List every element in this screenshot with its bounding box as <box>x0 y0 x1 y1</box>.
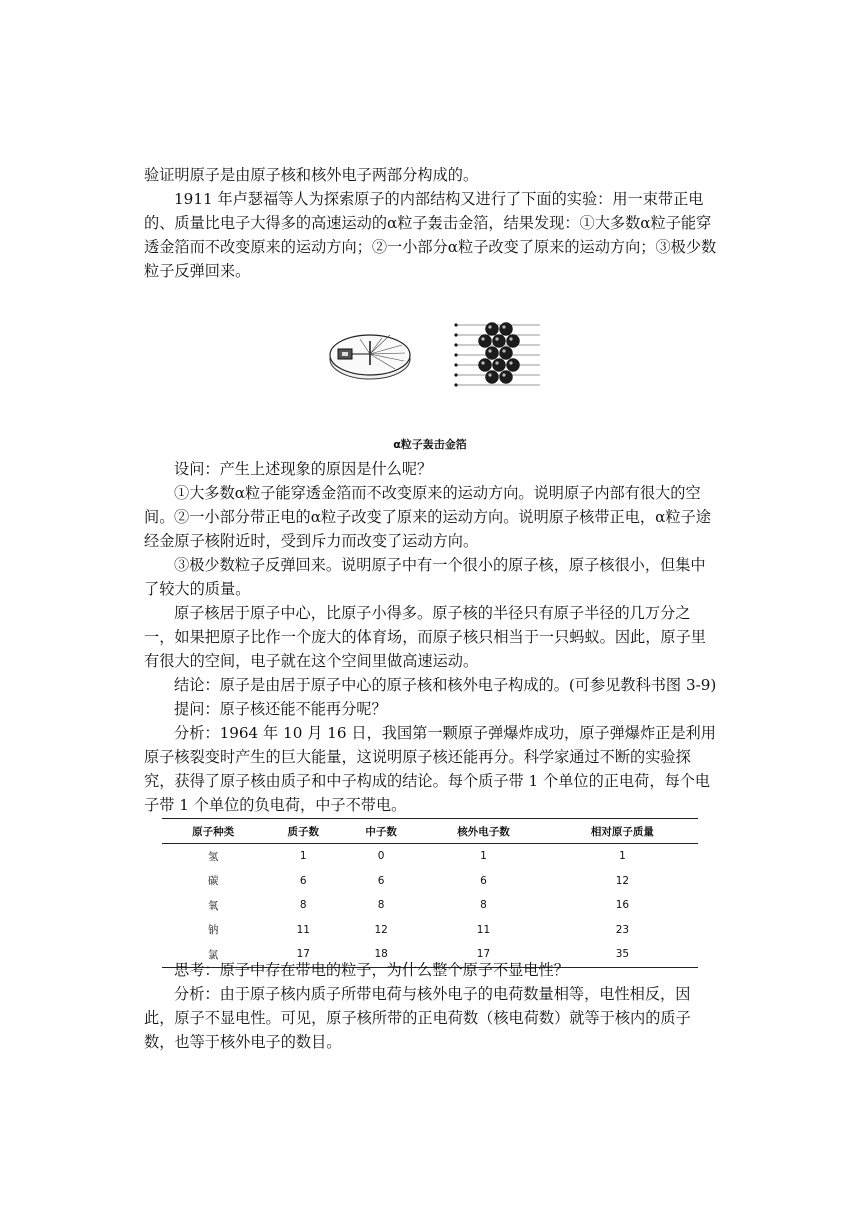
column-header: 原子种类 <box>162 819 264 844</box>
reason-three: ③极少数粒子反弹回来。说明原子中有一个很小的原子核，原子核很小，但集中了较大的质量。 <box>144 556 706 598</box>
rutherford-paragraph: 1911 年卢瑟福等人为探索原子的内部结构又进行了下面的实验：用一束带正电的、质量比电子大得多的高速运动的α粒子轰击金箔，结果发现：①大多数α粒子能穿透金箔而不改变原来的运动方向；②一小部分α粒子改变了原来的运动方向；③极少数粒子反弹回来。 <box>144 190 717 280</box>
nucleus-description: 原子核居于原子中心，比原子小得多。原子核的半径只有原子半径的几万分之一，如果把原子比作一个庞大的体育场，而原子核只相当于一只蚂蚁。因此，原子里有很大的空间，电子就在这个空间里做高速运动。 <box>144 604 706 670</box>
table-row <box>162 918 698 943</box>
table-cell: 1 <box>480 850 487 863</box>
nucleus-question: 提问：原子核还能不能再分呢？ <box>174 700 387 718</box>
table-row <box>162 869 698 894</box>
table-cell: 23 <box>615 923 630 936</box>
column-header: 核外电子数 <box>420 819 547 844</box>
table-cell: 1 <box>299 850 307 863</box>
reason-two: ②一小部分带正电的α粒子改变了原来的运动方向。说明原子核带正电，α粒子途经金原子核附近时，受到斥力而改变了运动方向。 <box>144 508 711 550</box>
table-cell: 35 <box>547 942 698 967</box>
table-cell: 11 <box>296 923 310 936</box>
table-cell: 17 <box>420 942 547 967</box>
table-cell: 6 <box>299 874 307 887</box>
question-line: 设问：产生上述现象的原因是什么呢？ <box>174 460 433 478</box>
table-cell: 氢 <box>207 850 219 863</box>
table-cell: 11 <box>476 923 491 936</box>
table-cell: 17 <box>264 942 342 967</box>
figure-caption: α粒子轰击金箔 <box>393 438 467 451</box>
table-cell: 8 <box>299 899 307 912</box>
atom-composition-table <box>162 818 698 968</box>
table-cell: 12 <box>615 874 630 887</box>
table-cell: 16 <box>615 899 630 912</box>
reason-one: ①大多数α粒子能穿透金箔而不改变原来的运动方向。说明原子内部有很大的空间。 <box>144 484 701 526</box>
alpha-scattering-illustration <box>320 305 550 405</box>
table-cell: 8 <box>377 899 385 912</box>
column-header: 相对原子质量 <box>547 819 698 844</box>
column-header: 中子数 <box>342 819 420 844</box>
analysis-paragraph: 分析：1964 年 10 月 16 日，我国第一颗原子弹爆炸成功，原子弹爆炸正是利用原子核裂变时产生的巨大能量，这说明原子核还能再分。科学家通过不断的实验探究，获得了原子核由质子和中子构成的结论。每个质子带 1 个单位的正电荷，每个电子带 1 个单位的负电荷，中子不带电。 <box>144 724 716 814</box>
table-cell: 6 <box>480 874 487 887</box>
table-row <box>162 893 698 918</box>
intro-line: 验证明原子是由原子核和核外电子两部分构成的。 <box>144 166 479 184</box>
conclusion-line: 结论：原子是由居于原子中心的原子核和核外电子构成的。(可参见教科书图 3-9) <box>174 676 717 694</box>
table-cell: 6 <box>377 874 385 887</box>
table-row <box>162 844 698 869</box>
column-header: 质子数 <box>264 819 342 844</box>
closing-analysis: 分析：由于原子核内质子所带电荷与核外电子的电荷数量相等，电性相反，因此，原子不显电性。可见，原子核所带的正电荷数（核电荷数）就等于核内的质子数，也等于核外电子的数目。 <box>144 985 691 1051</box>
thinking-question: 思考：原子中存在带电的粒子，为什么整个原子不显电性？ <box>174 961 569 979</box>
table-cell: 氧 <box>207 899 219 912</box>
table-header-row <box>162 819 698 844</box>
table-cell: 1 <box>619 850 626 863</box>
table-cell: 12 <box>374 923 388 936</box>
alpha-scattering-figure <box>320 305 550 405</box>
table-cell: 碳 <box>207 875 219 888</box>
table-cell: 0 <box>377 850 385 863</box>
table-cell: 钠 <box>207 924 219 937</box>
table-cell: 氯 <box>162 942 264 967</box>
table-cell: 18 <box>342 942 420 967</box>
table-cell: 8 <box>480 899 487 912</box>
